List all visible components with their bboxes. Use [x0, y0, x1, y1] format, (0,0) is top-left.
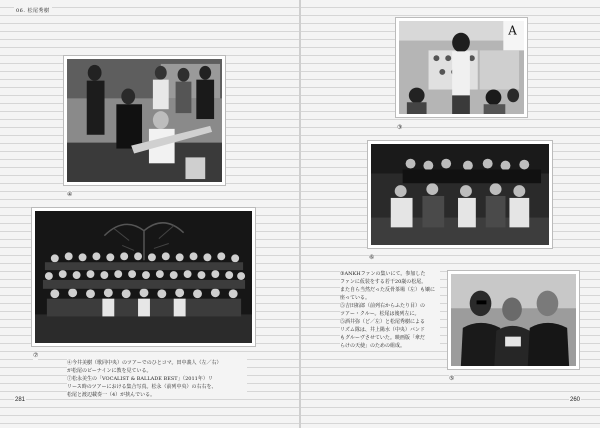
right-text-line: リズム隊は、井上陽水（中央）バンド: [340, 326, 440, 334]
backstage-group-image: [371, 144, 549, 245]
svg-text:A: A: [508, 23, 517, 38]
right-text-line: もグルーヴさせていた。映画版「傘だ: [340, 334, 440, 342]
left-text-line: ④今井美樹（歌同中央）のツアーでのひとコマ。田中義人（左／右）: [67, 359, 247, 367]
page-number-left: 281: [15, 397, 26, 403]
chapter-header: 06. 松尾秀樹: [16, 8, 50, 14]
fan-event-image: [399, 21, 524, 114]
caption-photo-6: ⑥: [369, 254, 375, 261]
left-text-line: が松尾のビーナインに教を見ている。: [67, 367, 247, 375]
left-caption-text: [67, 359, 247, 399]
right-text-line: ③ANKHファンの集いにて。参加した: [340, 270, 440, 278]
photo-fan-event: [395, 17, 528, 118]
caption-photo-7: ⑦: [33, 352, 39, 359]
group-stage-image: [35, 211, 252, 343]
left-text-line: 松尾と渡辺載奏一（4）が挟んでいる。: [67, 391, 247, 399]
caption-photo-5: ⑤: [449, 375, 455, 382]
caption-photo-4: ④: [67, 191, 73, 198]
band-rehearsal-image: [67, 59, 222, 182]
photo-group-stage: [31, 207, 256, 347]
left-page: [0, 0, 299, 428]
photo-backstage-group: [367, 140, 553, 249]
right-text-line: ファンに仮装をする若干20歳の松尾。: [340, 278, 440, 286]
right-text-line: ⑤吉田拓郎（前列右からふたり目）の: [340, 302, 440, 310]
photo-band-rehearsal: [63, 55, 226, 186]
page-number-right: 260: [570, 397, 581, 403]
photo-three-men: [447, 270, 580, 370]
right-text-line: らけの天使」のための組成。: [340, 342, 440, 350]
right-text-line: ⑤酒井弥（ど／左）と松尾秀樹による: [340, 318, 440, 326]
right-caption-text: [340, 270, 440, 350]
left-text-line: ⑦松永美生の「VOCALIST & BALLADE BEST」（2011年）リ: [67, 375, 247, 383]
left-text-line: リース時のツアーにおける集合写真。松永（前列中央）の右右を、: [67, 383, 247, 391]
right-text-line: また自ら当然だった反骨茶場（左）も嬢に: [340, 286, 440, 294]
right-text-line: ツアー・クルー。松尾は後列左に。: [340, 310, 440, 318]
right-page: [301, 0, 600, 428]
right-text-line: 座っている。: [340, 294, 440, 302]
three-men-image: [451, 274, 576, 366]
caption-photo-3: ③: [397, 124, 403, 131]
